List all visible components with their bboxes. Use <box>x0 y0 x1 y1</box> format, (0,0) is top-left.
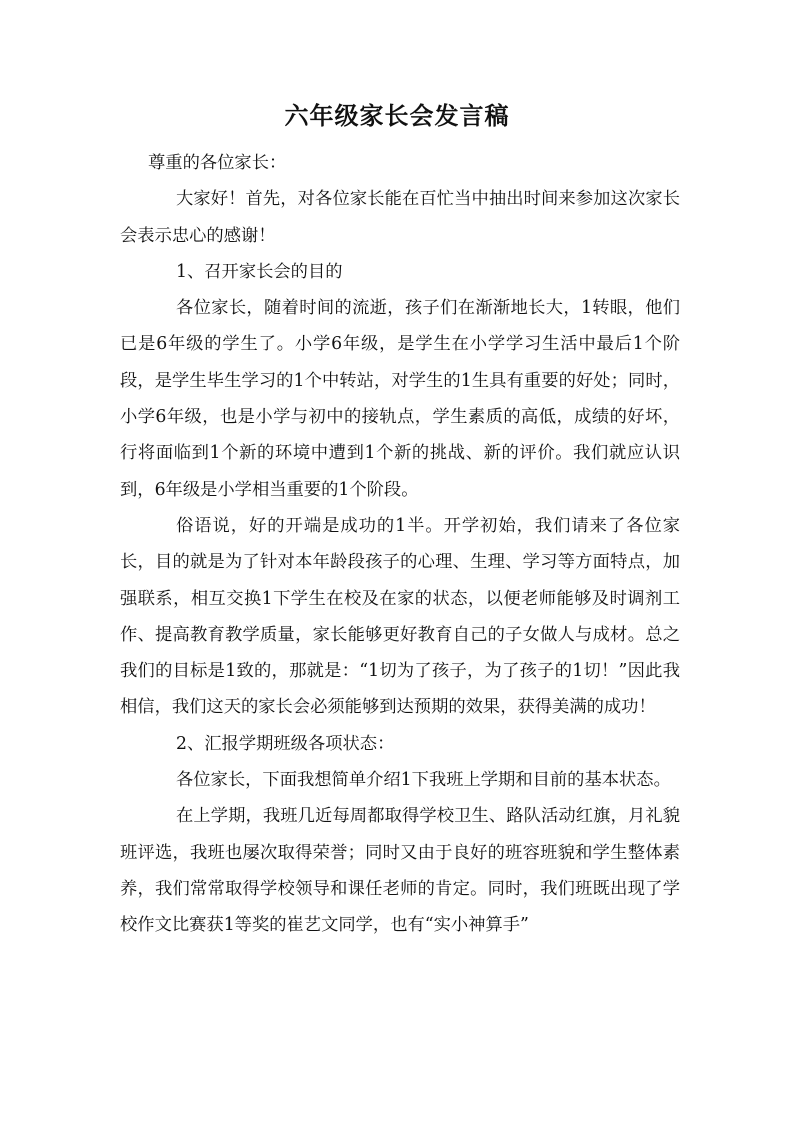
paragraph-grade-six: 各位家长，随着时间的流逝，孩子们在渐渐地长大，1转眼，他们已是6年级的学生了。小学6年级，是学生在小学学习生活中最后1个阶段，是学生毕生学习的1个中转站，对学生的1生具有重要的好处；同时，小学6年级，也是小学与初中的接轨点，学生素质的高低，成绩的好坏，行将面临到1个新的环境中遭到1个新的挑战、新的评价。我们就应认识到，6年级是小学相当重要的1个阶段。 <box>120 298 680 500</box>
section-heading-purpose: 1、召开家长会的目的 <box>176 261 343 282</box>
document-body <box>120 145 680 944</box>
paragraph-last-semester: 在上学期，我班几近每周都取得学校卫生、路队活动红旗，月礼貌班评选，我班也屡次取得荣誉；同时又由于良好的班容班貌和学生整体素养，我们常常取得学校领导和课任老师的肯定。同时，我们班既出现了学校作文比赛获1等奖的崔艺文同学，也有“实小神算手” <box>120 806 680 936</box>
paragraph-intro-status: 各位家长，下面我想简单介绍1下我班上学期和目前的基本状态。 <box>176 770 671 791</box>
salutation: 尊重的各位家长： <box>148 153 287 173</box>
paragraph-greeting: 大家好！首先，对各位家长能在百忙当中抽出时间来参加这次家长会表示忠心的感谢！ <box>120 189 680 246</box>
section-heading-report: 2、汇报学期班级各项状态： <box>176 733 395 754</box>
paragraph-good-start: 俗语说，好的开端是成功的1半。开学初始，我们请来了各位家长，目的就是为了针对本年龄段孩子的心理、生理、学习等方面特点，加强联系，相互交换1下学生在校及在家的状态，以便老师能够及时调剂工作、提高教育教学质量，家长能够更好教育自己的子女做人与成材。总之我们的目标是1致的，那就是：“1切为了孩子，为了孩子的1切！”因此我相信，我们这天的家长会必须能够到达预期的效果，获得美满的成功！ <box>120 515 680 718</box>
document-title: 六年级家长会发言稿 <box>284 101 510 130</box>
